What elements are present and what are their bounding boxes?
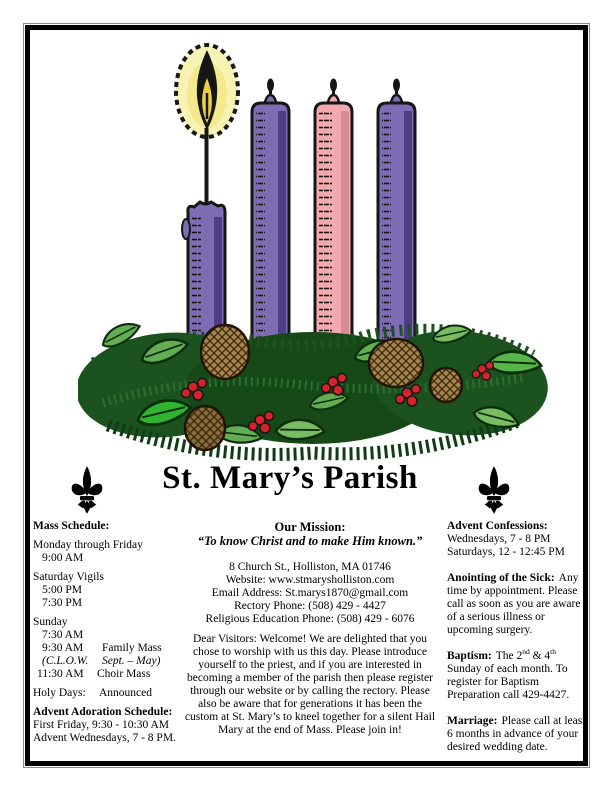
confessions-line: Wednesdays, 7 - 8 PM: [447, 533, 551, 545]
schedule-line: Sunday: [33, 616, 68, 628]
left-column: [33, 520, 187, 745]
baptism-section: [447, 647, 588, 702]
mass-note: Choir Mass: [97, 668, 151, 680]
marriage-section: [447, 715, 588, 754]
candle-4-purple: [378, 79, 415, 384]
contact-block: [181, 561, 439, 626]
mass-time: 9:30 AM: [42, 642, 84, 654]
anointing-text: Any time by appointment. Please call as soon as you are aware of a serious illness or upcoming surgery.: [447, 572, 581, 636]
schedule-line: [33, 668, 187, 681]
schedule-line: [33, 642, 187, 655]
pine-cone: [185, 406, 225, 450]
confessions-section: [447, 520, 588, 559]
schedule-line: Saturday Vigils: [33, 571, 104, 583]
marriage-heading: Marriage:: [447, 715, 498, 727]
fleur-de-lis-icon: [70, 465, 104, 515]
advent-wreath-illustration: [78, 33, 548, 463]
mass-time: (C.L.O.W.: [42, 655, 89, 667]
mass-note: Family Mass: [102, 642, 162, 654]
right-column: [447, 520, 588, 767]
center-column: [181, 520, 439, 737]
marriage-text: Please call at least 6 months in advance of your desired wedding date.: [447, 715, 586, 753]
rectory-phone-line: Rectory Phone: (508) 429 - 4427: [234, 600, 386, 612]
anointing-heading: Anointing of the Sick:: [447, 572, 555, 584]
schedule-line: 5:00 PM: [42, 584, 82, 596]
wick-icon: [267, 79, 274, 92]
schedule-line: [33, 687, 187, 700]
adoration-line: First Friday, 9:30 - 10:30 AM: [33, 719, 169, 731]
mission-heading: Our Mission:: [274, 520, 346, 534]
schedule-line: Monday through Friday: [33, 539, 143, 551]
schedule-line: [33, 655, 187, 668]
adoration-heading: Advent Adoration Schedule:: [33, 706, 173, 718]
mass-time: 11:30 AM: [37, 668, 84, 680]
mass-note: Announced: [99, 687, 153, 699]
mass-note: Sept. – May): [102, 655, 161, 667]
confessions-line: Saturdays, 12 - 12:45 PM: [447, 546, 565, 558]
schedule-line: 9:00 AM: [42, 552, 84, 564]
religious-ed-phone-line: Religious Education Phone: (508) 429 - 6076: [205, 613, 415, 625]
website-line: Website: www.stmarysholliston.com: [225, 574, 395, 586]
mass-time: Holy Days:: [33, 687, 86, 699]
email-line: Email Address: St.marys1870@gmail.com: [211, 587, 409, 599]
baptism-heading: Baptism:: [447, 650, 492, 662]
pine-cone: [201, 325, 249, 379]
flame-icon: [176, 45, 238, 205]
visitors-message: Dear Visitors: Welcome! We are delighted that you chose to worship with us this day. Please introduce yourself to the priest, and if you are interested in becoming a member of the parish then please register through our website or by calling the rectory. Please also be aware that for generations it has been the custom at St. Mary’s to kneel together for a silent Hail Mary at the end of Mass. Please join in!: [184, 633, 436, 736]
schedule-line: 7:30 AM: [42, 629, 84, 641]
wick-icon: [330, 79, 337, 92]
address-line: 8 Church St., Holliston, MA 01746: [229, 561, 391, 573]
wick-icon: [393, 79, 400, 92]
adoration-line: Advent Wednesdays, 7 - 8 PM.: [33, 732, 176, 744]
mission-quote: “To know Christ and to make Him known.”: [197, 534, 423, 548]
confessions-heading: Advent Confessions:: [447, 520, 548, 532]
schedule-line: 7:30 PM: [42, 597, 82, 609]
pine-cone: [369, 339, 423, 387]
mass-schedule-heading: Mass Schedule:: [33, 520, 110, 532]
greenery: [78, 319, 548, 454]
fleur-de-lis-icon: [477, 465, 511, 515]
wax-drip: [182, 219, 190, 239]
page-title: St. Mary’s Parish: [162, 460, 418, 496]
anointing-section: [447, 572, 588, 637]
baptism-text: The 2nd & 4th Sunday of each month. To register for Baptism Preparation call 429-4427.: [447, 647, 570, 701]
pine-cone: [430, 368, 462, 402]
